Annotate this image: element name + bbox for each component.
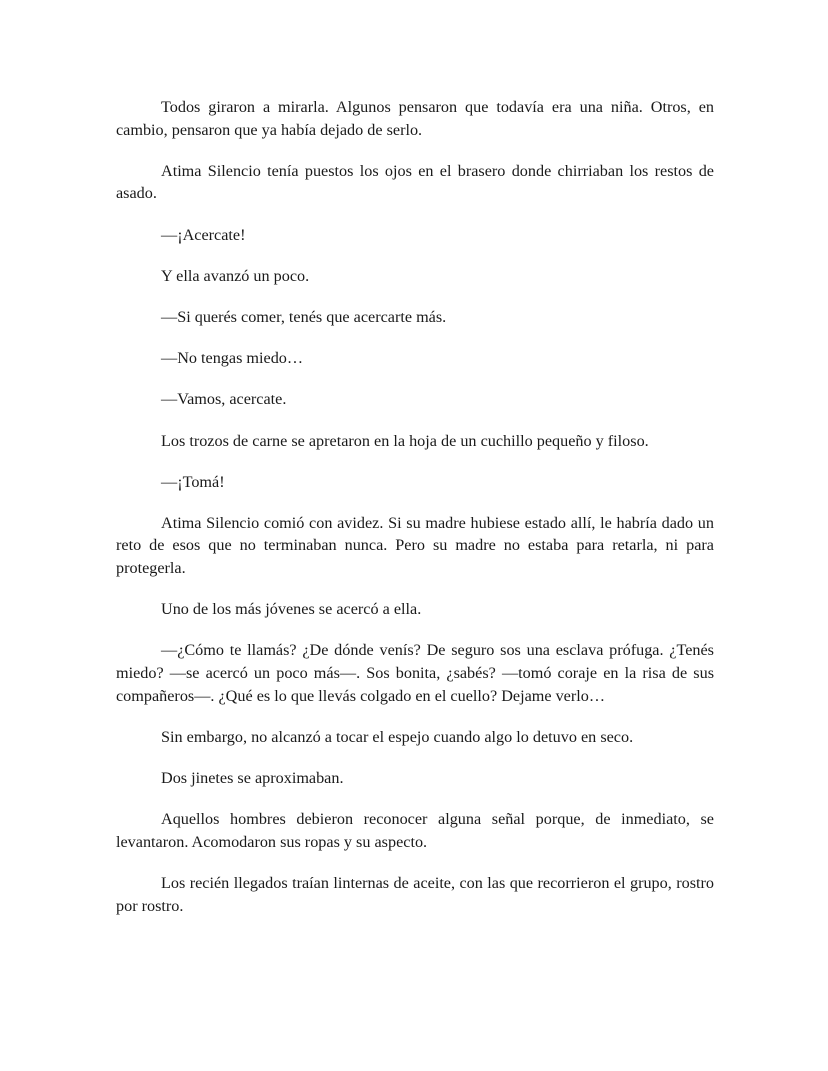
paragraph: Atima Silencio comió con avidez. Si su madre hubiese estado allí, le habría dado un reto de esos que no terminaban nunca. Pero su madre no estaba para retarla, ni para protegerla. bbox=[116, 513, 714, 578]
paragraph: Los trozos de carne se apretaron en la hoja de un cuchillo pequeño y filoso. bbox=[161, 431, 649, 450]
paragraph: Dos jinetes se aproximaban. bbox=[161, 769, 344, 787]
paragraph: Y ella avanzó un poco. bbox=[161, 266, 310, 285]
paragraph: Los recién llegados traían linternas de aceite, con las que recorrieron el grupo, rostro por rostro. bbox=[116, 873, 714, 915]
dialogue-line: —¿Cómo te llamás? ¿De dónde venís? De seguro sos una esclava prófuga. ¿Tenés miedo? —se acercó un poco más—. Sos bonita, ¿sabés? —tomó coraje en la risa de sus compañeros—. ¿Qué es lo que llevás colgado en el cuello? Dejame verlo… bbox=[116, 641, 714, 705]
dialogue-line: —¡Acercate! bbox=[161, 225, 246, 244]
paragraph: Sin embargo, no alcanzó a tocar el espejo cuando algo lo detuvo en seco. bbox=[161, 727, 634, 746]
dialogue-line: —No tengas miedo… bbox=[161, 349, 304, 368]
dialogue-line: —Si querés comer, tenés que acercarte más. bbox=[161, 307, 447, 326]
paragraph: Uno de los más jóvenes se acercó a ella. bbox=[161, 600, 422, 619]
paragraph: Todos giraron a mirarla. Algunos pensaron que todavía era una niña. Otros, en cambio, pensaron que ya había dejado de serlo. bbox=[116, 98, 714, 139]
dialogue-line: —Vamos, acercate. bbox=[161, 390, 287, 409]
dialogue-line: —¡Tomá! bbox=[161, 472, 225, 491]
paragraph: Atima Silencio tenía puestos los ojos en el brasero donde chirriaban los restos de asado. bbox=[116, 161, 714, 203]
document-page bbox=[116, 96, 714, 917]
paragraph: Aquellos hombres debieron reconocer alguna señal porque, de inmediato, se levantaron. Acomodaron sus ropas y su aspecto. bbox=[116, 810, 714, 851]
